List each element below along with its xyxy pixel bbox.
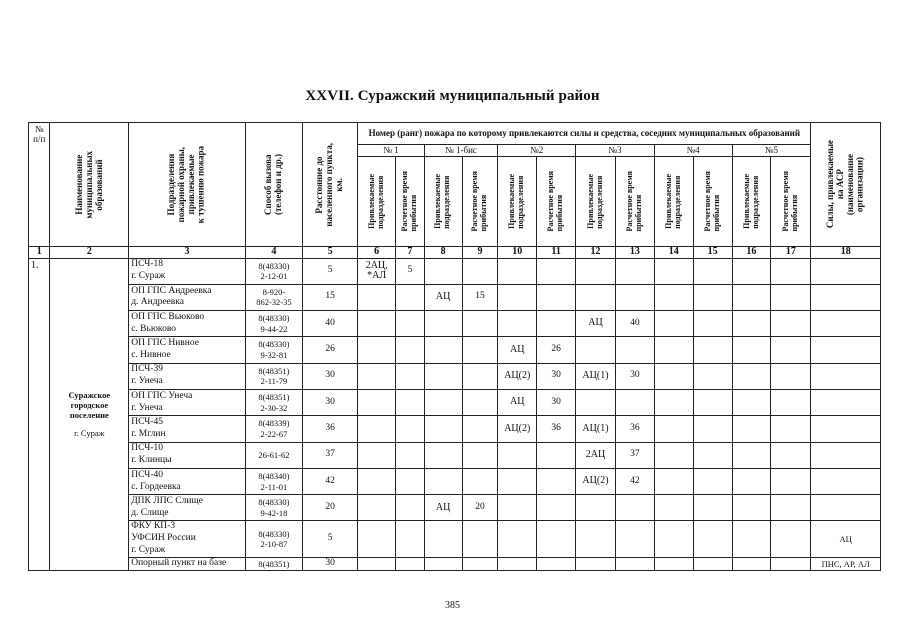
table-row (29, 468, 881, 494)
assigned-units (576, 521, 616, 558)
column-index: 12 (576, 247, 616, 259)
header-sub-time: Расчетное время прибытия (615, 157, 654, 247)
arrival-time (537, 558, 576, 571)
arrival-time (396, 495, 425, 521)
arrival-time (396, 416, 425, 442)
distance: 40 (303, 311, 358, 337)
arrival-time (771, 258, 811, 284)
call-method: 8(48330) 9-32-81 (245, 337, 302, 363)
distance: 30 (303, 389, 358, 415)
arrival-time: 36 (537, 416, 576, 442)
assigned-units: АЦ (498, 337, 537, 363)
column-index: 17 (771, 247, 811, 259)
arrival-time (462, 468, 498, 494)
header-rank-3: №3 (576, 145, 655, 157)
arrival-time (771, 363, 811, 389)
assigned-units (732, 389, 771, 415)
distance: 5 (303, 521, 358, 558)
arrival-time (615, 495, 654, 521)
assigned-units (498, 442, 537, 468)
arrival-time: 36 (615, 416, 654, 442)
arrival-time (396, 389, 425, 415)
arrival-time: 5 (396, 258, 425, 284)
column-index: 3 (129, 247, 246, 259)
arrival-time (615, 284, 654, 310)
column-index: 14 (654, 247, 693, 259)
assigned-units (576, 558, 616, 571)
asr-forces (811, 284, 881, 310)
page-number: 385 (445, 600, 460, 611)
call-method: 8(48330) 2-10-87 (245, 521, 302, 558)
assigned-units (654, 284, 693, 310)
unit-name: ОП ГПС Андреевка д. Андреевка (129, 284, 246, 310)
arrival-time (615, 558, 654, 571)
column-index: 10 (498, 247, 537, 259)
assigned-units (576, 337, 616, 363)
assigned-units (424, 389, 462, 415)
municipality-center: г. Сураж (74, 428, 105, 439)
header-sub-units: Привлекаемые подразделения (576, 157, 616, 247)
arrival-time (615, 389, 654, 415)
table-row (29, 442, 881, 468)
assigned-units: АЦ(2) (498, 363, 537, 389)
column-index: 15 (693, 247, 732, 259)
assigned-units: АЦ (498, 389, 537, 415)
assigned-units (424, 337, 462, 363)
assigned-units: АЦ (424, 495, 462, 521)
unit-name: ФКУ КП-3 УФСИН России г. Сураж (129, 521, 246, 558)
table-row (29, 416, 881, 442)
asr-forces (811, 468, 881, 494)
arrival-time (396, 311, 425, 337)
assigned-units (358, 363, 396, 389)
arrival-time (462, 442, 498, 468)
arrival-time (396, 363, 425, 389)
assigned-units (358, 442, 396, 468)
header-unit: Подразделения пожарной охраны, привлекаемые к тушению пожара (129, 123, 246, 247)
call-method: 8(48339) 2-22-67 (245, 416, 302, 442)
arrival-time (771, 558, 811, 571)
arrival-time: 42 (615, 468, 654, 494)
asr-forces (811, 258, 881, 284)
call-method: 8(48330) 9-42-18 (245, 495, 302, 521)
unit-name: ПСЧ-45 г. Мглин (129, 416, 246, 442)
arrival-time (771, 311, 811, 337)
assigned-units (358, 468, 396, 494)
arrival-time (537, 258, 576, 284)
arrival-time (771, 389, 811, 415)
header-sub-time: Расчетное время прибытия (462, 157, 498, 247)
asr-forces (811, 311, 881, 337)
assigned-units (358, 495, 396, 521)
assigned-units (732, 495, 771, 521)
distance: 36 (303, 416, 358, 442)
arrival-time (462, 558, 498, 571)
distance: 30 (303, 558, 358, 571)
column-index: 5 (303, 247, 358, 259)
arrival-time (462, 521, 498, 558)
assigned-units (498, 521, 537, 558)
arrival-time (771, 284, 811, 310)
asr-forces (811, 442, 881, 468)
arrival-time (615, 258, 654, 284)
arrival-time (693, 284, 732, 310)
header-rank-4: №4 (654, 145, 732, 157)
header-sub-units: Привлекаемые подразделения (424, 157, 462, 247)
arrival-time (396, 284, 425, 310)
arrival-time (771, 468, 811, 494)
arrival-time (771, 416, 811, 442)
assigned-units (424, 258, 462, 284)
assigned-units (424, 363, 462, 389)
call-method: 8(48340) 2-11-01 (245, 468, 302, 494)
arrival-time: 30 (537, 363, 576, 389)
arrival-time (693, 558, 732, 571)
assigned-units (358, 558, 396, 571)
fire-response-table (28, 122, 881, 571)
column-index: 16 (732, 247, 771, 259)
municipality-name-cell (50, 258, 129, 571)
column-index: 2 (50, 247, 129, 259)
assigned-units (498, 495, 537, 521)
column-index: 8 (424, 247, 462, 259)
distance: 42 (303, 468, 358, 494)
unit-name: ОП ГПС Унеча г. Унеча (129, 389, 246, 415)
assigned-units: АЦ(1) (576, 363, 616, 389)
assigned-units (732, 442, 771, 468)
arrival-time: 40 (615, 311, 654, 337)
header-sub-time: Расчетное время прибытия (693, 157, 732, 247)
header-rank-2: №2 (498, 145, 576, 157)
column-index: 6 (358, 247, 396, 259)
arrival-time (537, 442, 576, 468)
assigned-units (732, 258, 771, 284)
assigned-units (498, 558, 537, 571)
arrival-time: 26 (537, 337, 576, 363)
unit-name: ОП ГПС Нивное с. Нивное (129, 337, 246, 363)
assigned-units (424, 468, 462, 494)
unit-name: Опорный пункт на базе (129, 558, 246, 571)
unit-name: ОП ГПС Вьюково с. Вьюково (129, 311, 246, 337)
assigned-units (424, 311, 462, 337)
unit-name: ПСЧ-40 с. Гордеевка (129, 468, 246, 494)
assigned-units (358, 389, 396, 415)
header-sub-units: Привлекаемые подразделения (732, 157, 771, 247)
arrival-time (537, 495, 576, 521)
header-sub-time: Расчетное время прибытия (396, 157, 425, 247)
call-method: 26-61-62 (245, 442, 302, 468)
assigned-units: 2АЦ (576, 442, 616, 468)
distance: 26 (303, 337, 358, 363)
arrival-time (537, 311, 576, 337)
assigned-units (424, 416, 462, 442)
column-index: 9 (462, 247, 498, 259)
header-asr: Силы, привлекаемые на АСР (наименование организации) (811, 123, 881, 247)
header-rank-group: Номер (ранг) пожара по которому привлекаются силы и средства, соседних муниципальных образований (358, 123, 811, 145)
unit-name: ДПК ЛПС Слище д. Слище (129, 495, 246, 521)
assigned-units (732, 558, 771, 571)
table-row (29, 521, 881, 558)
asr-forces: ПНС, АР, АЛ (811, 558, 881, 571)
header-municipality: Наименование муниципальных образований (50, 123, 129, 247)
arrival-time (771, 521, 811, 558)
assigned-units (732, 416, 771, 442)
arrival-time (537, 521, 576, 558)
header-rank-5: №5 (732, 145, 811, 157)
assigned-units (654, 468, 693, 494)
assigned-units (732, 521, 771, 558)
assigned-units (424, 558, 462, 571)
column-index: 18 (811, 247, 881, 259)
table-row (29, 363, 881, 389)
assigned-units (732, 311, 771, 337)
arrival-time (693, 416, 732, 442)
assigned-units (358, 416, 396, 442)
assigned-units (654, 416, 693, 442)
assigned-units: АЦ(1) (576, 416, 616, 442)
arrival-time (396, 442, 425, 468)
assigned-units (654, 521, 693, 558)
arrival-time (462, 416, 498, 442)
assigned-units: 2АЦ, *АЛ (358, 258, 396, 284)
arrival-time (462, 363, 498, 389)
arrival-time (462, 389, 498, 415)
assigned-units (654, 558, 693, 571)
arrival-time (693, 311, 732, 337)
asr-forces (811, 495, 881, 521)
header-sub-time: Расчетное время прибытия (537, 157, 576, 247)
arrival-time (462, 311, 498, 337)
arrival-time (615, 337, 654, 363)
assigned-units (732, 468, 771, 494)
table-row (29, 284, 881, 310)
arrival-time (462, 337, 498, 363)
page-title: XXVII. Суражский муниципальный район (305, 88, 600, 104)
table-row (29, 337, 881, 363)
arrival-time (693, 495, 732, 521)
arrival-time (771, 442, 811, 468)
assigned-units (576, 284, 616, 310)
call-method: 8(48351) 2-30-32 (245, 389, 302, 415)
assigned-units (358, 311, 396, 337)
arrival-time (396, 468, 425, 494)
arrival-time (693, 521, 732, 558)
assigned-units (576, 495, 616, 521)
arrival-time (693, 468, 732, 494)
assigned-units (654, 442, 693, 468)
assigned-units (576, 258, 616, 284)
header-distance: Расстояние до населенного пункта, км. (303, 123, 358, 247)
arrival-time (537, 468, 576, 494)
assigned-units (358, 284, 396, 310)
arrival-time (396, 521, 425, 558)
call-method: 8-920- 862-32-35 (245, 284, 302, 310)
call-method: 8(48330) 2-12-01 (245, 258, 302, 284)
table-row (29, 258, 881, 284)
assigned-units (654, 363, 693, 389)
assigned-units (424, 521, 462, 558)
header-rank-1bis: № 1-бис (424, 145, 498, 157)
table-row (29, 495, 881, 521)
column-index: 7 (396, 247, 425, 259)
call-method: 8(48351) (245, 558, 302, 571)
arrival-time (693, 389, 732, 415)
distance: 20 (303, 495, 358, 521)
assigned-units (732, 363, 771, 389)
assigned-units (498, 284, 537, 310)
header-num: № п/п (29, 123, 50, 247)
header-sub-units: Привлекаемые подразделения (498, 157, 537, 247)
header-sub-units: Привлекаемые подразделения (654, 157, 693, 247)
municipality-name: Суражское городское поселение (68, 389, 111, 421)
arrival-time: 20 (462, 495, 498, 521)
arrival-time (462, 258, 498, 284)
arrival-time (615, 521, 654, 558)
call-method: 8(48330) 9-44-22 (245, 311, 302, 337)
assigned-units (654, 337, 693, 363)
assigned-units (654, 389, 693, 415)
header-sub-time: Расчетное время прибытия (771, 157, 811, 247)
column-index: 1 (29, 247, 50, 259)
assigned-units (654, 311, 693, 337)
assigned-units (498, 468, 537, 494)
arrival-time (537, 284, 576, 310)
distance: 37 (303, 442, 358, 468)
assigned-units (654, 258, 693, 284)
header-rank-1: № 1 (358, 145, 424, 157)
asr-forces (811, 363, 881, 389)
asr-forces: АЦ (811, 521, 881, 558)
arrival-time: 30 (615, 363, 654, 389)
assigned-units (732, 337, 771, 363)
arrival-time (693, 363, 732, 389)
arrival-time (693, 337, 732, 363)
table-row (29, 558, 881, 571)
distance: 5 (303, 258, 358, 284)
assigned-units (654, 495, 693, 521)
table-row (29, 389, 881, 415)
assigned-units (732, 284, 771, 310)
distance: 30 (303, 363, 358, 389)
assigned-units: АЦ(2) (576, 468, 616, 494)
assigned-units: АЦ (424, 284, 462, 310)
arrival-time (396, 558, 425, 571)
arrival-time (771, 337, 811, 363)
column-index: 11 (537, 247, 576, 259)
unit-name: ПСЧ-10 г. Клинцы (129, 442, 246, 468)
assigned-units (576, 389, 616, 415)
assigned-units (358, 521, 396, 558)
call-method: 8(48351) 2-11-79 (245, 363, 302, 389)
arrival-time: 15 (462, 284, 498, 310)
assigned-units (424, 442, 462, 468)
assigned-units (498, 258, 537, 284)
column-index-row (29, 247, 881, 259)
assigned-units: АЦ(2) (498, 416, 537, 442)
arrival-time (771, 495, 811, 521)
header-sub-units: Привлекаемые подразделения (358, 157, 396, 247)
asr-forces (811, 416, 881, 442)
table-row (29, 311, 881, 337)
unit-name: ПСЧ-39 г. Унеча (129, 363, 246, 389)
header-call-method: Способ вызова (телефон и др.) (245, 123, 302, 247)
arrival-time: 37 (615, 442, 654, 468)
assigned-units: АЦ (576, 311, 616, 337)
column-index: 4 (245, 247, 302, 259)
arrival-time (693, 442, 732, 468)
municipality-number: 1. (29, 258, 50, 571)
arrival-time: 30 (537, 389, 576, 415)
asr-forces (811, 389, 881, 415)
column-index: 13 (615, 247, 654, 259)
arrival-time (396, 337, 425, 363)
assigned-units (358, 337, 396, 363)
arrival-time (693, 258, 732, 284)
unit-name: ПСЧ-18 г. Сураж (129, 258, 246, 284)
assigned-units (498, 311, 537, 337)
asr-forces (811, 337, 881, 363)
distance: 15 (303, 284, 358, 310)
